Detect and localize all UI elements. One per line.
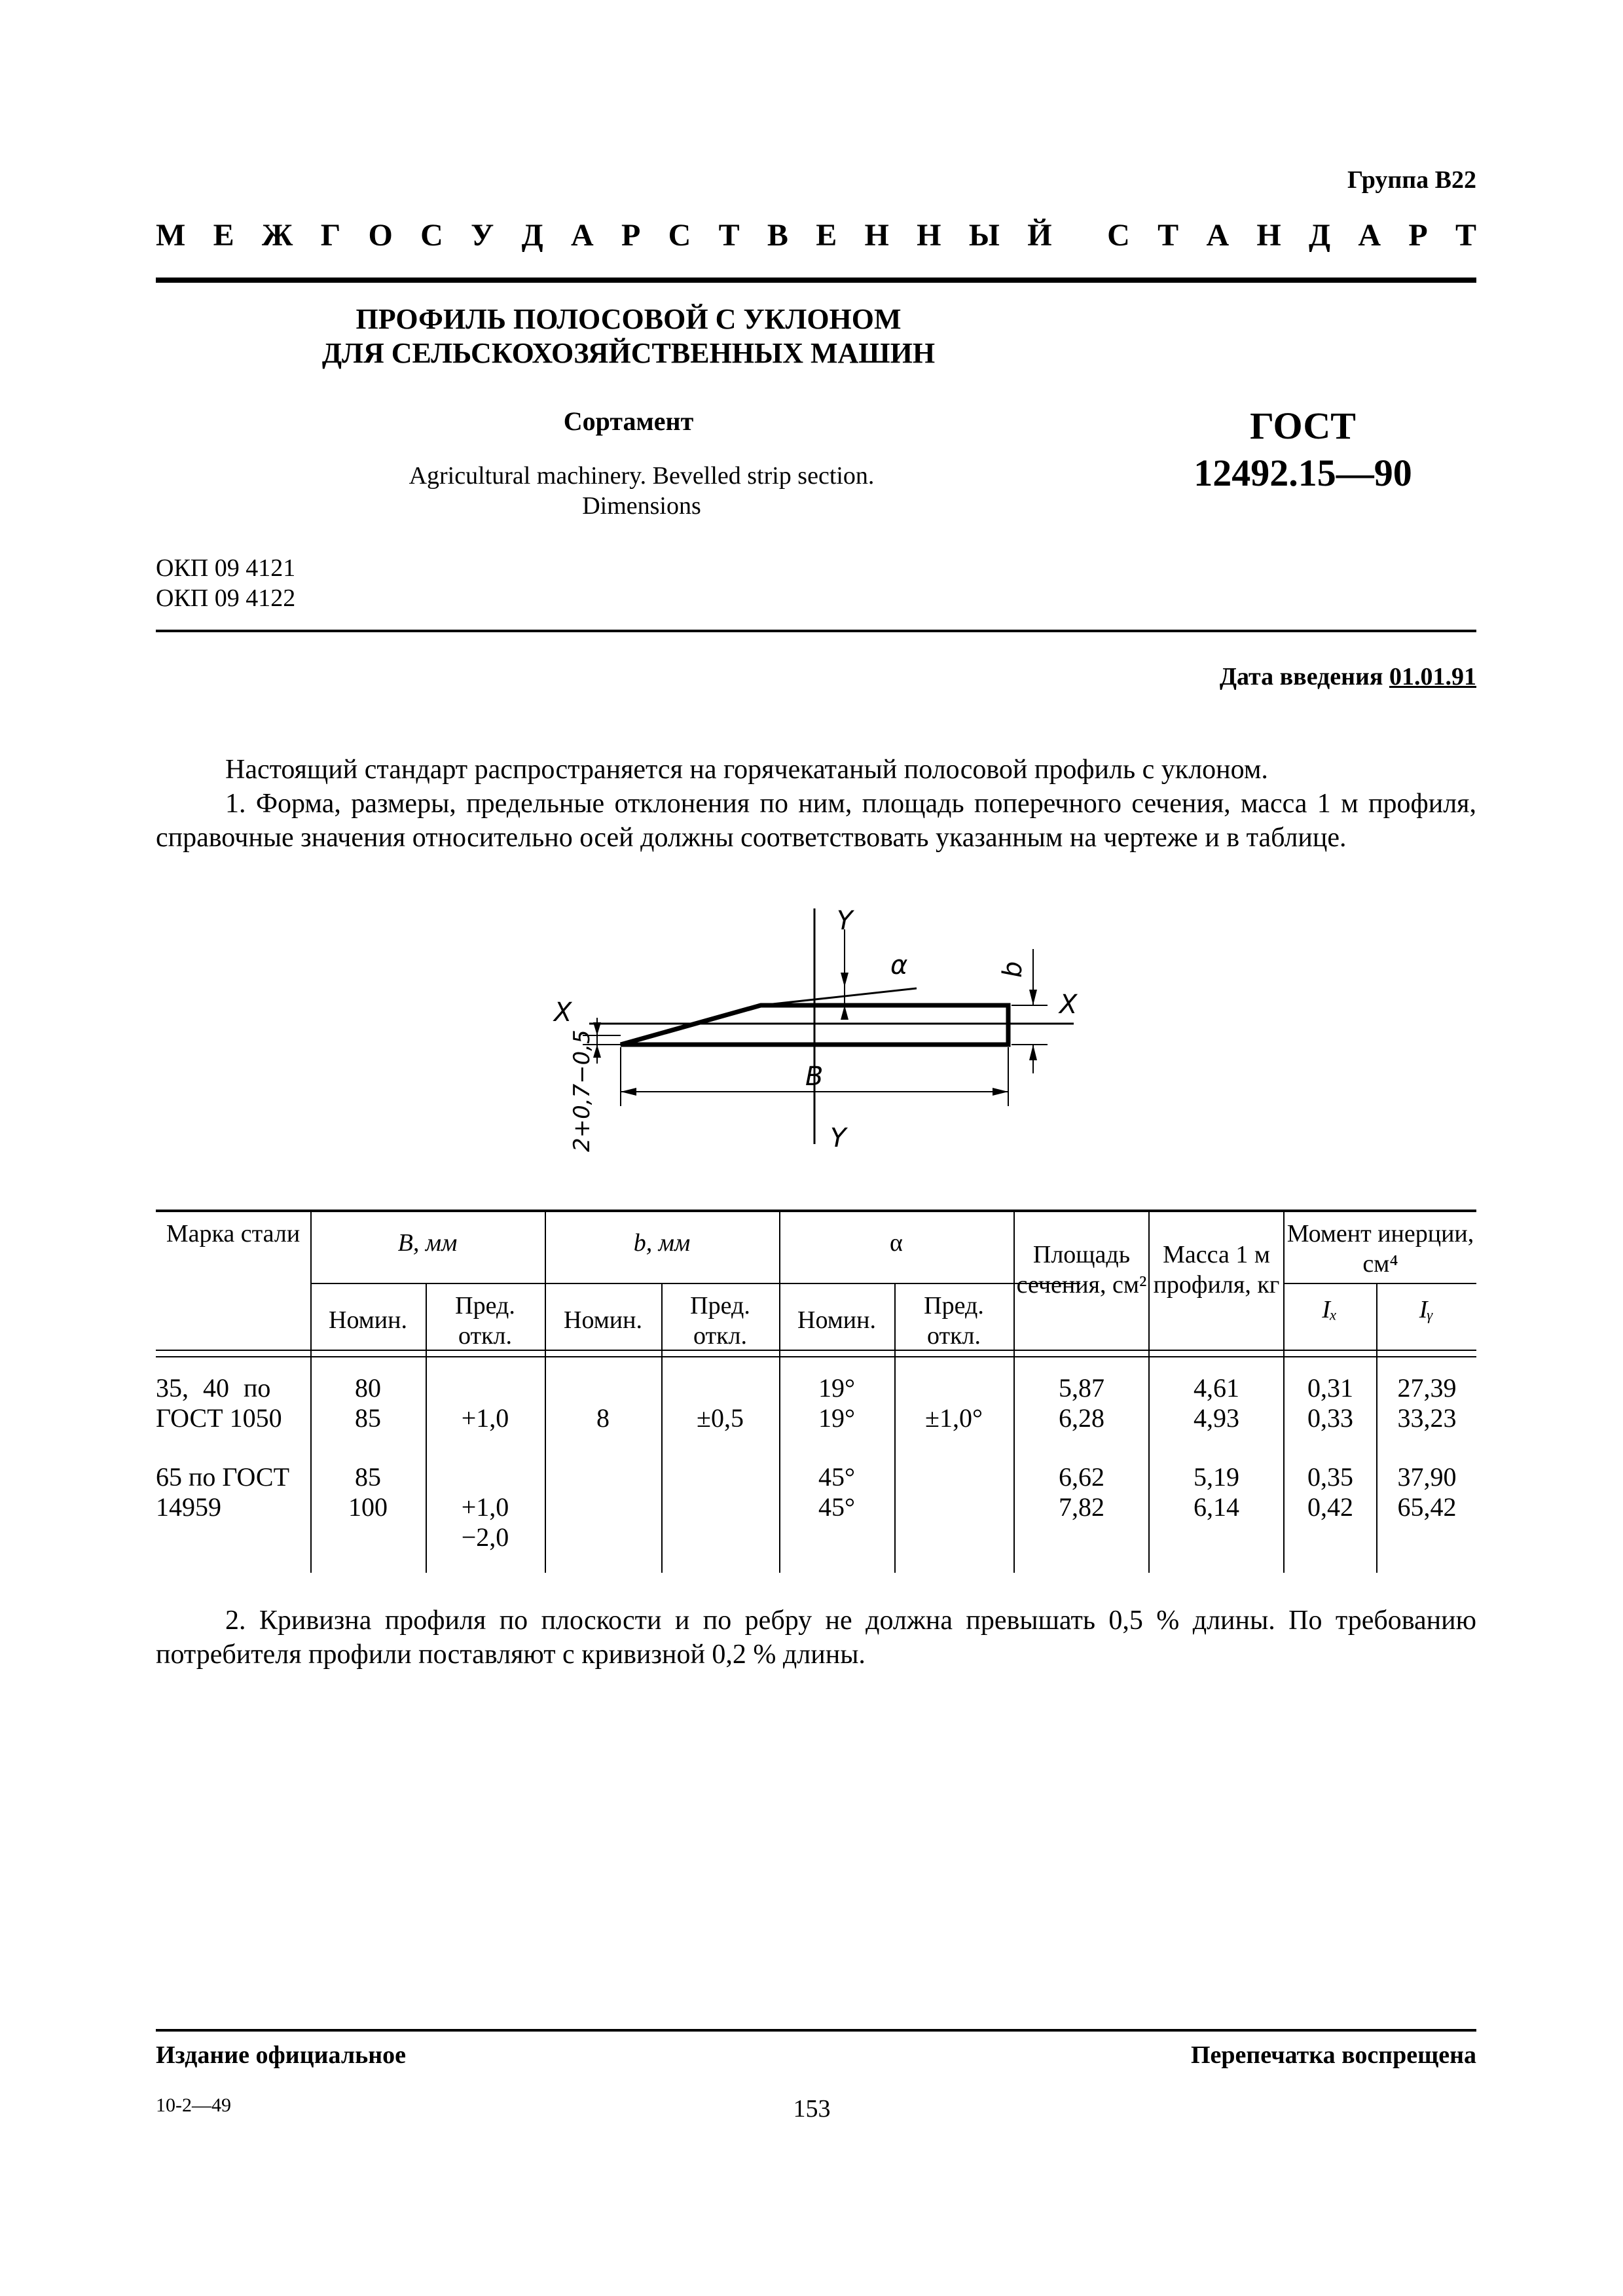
grade-2-line-2: 14959: [156, 1492, 221, 1522]
heading-letter: Т: [718, 218, 740, 253]
header-b-nom: Номин.: [564, 1306, 642, 1334]
table-moment-subheader-rule: [1283, 1283, 1476, 1284]
B-nom-row-2: 85: [355, 1403, 381, 1433]
page-number: 153: [793, 2095, 831, 2123]
B-dev-2-minus: −2,0: [461, 1522, 509, 1552]
b-arrow-bottom: [1029, 1045, 1037, 1060]
header-B-nom: Номин.: [329, 1306, 407, 1334]
B-arrow-left: [621, 1088, 636, 1096]
heading-letter: Т: [1455, 218, 1476, 253]
intro-date-value: 01.01.91: [1389, 663, 1476, 691]
heading-letter: Р: [1408, 218, 1428, 253]
ix-row-1: 0,31: [1307, 1373, 1353, 1403]
okp-code-1: ОКП 09 4121: [156, 554, 296, 582]
alpha-row-3: 45°: [818, 1462, 855, 1492]
footer-rule: [156, 2029, 1476, 2032]
footer-code: 10-2—49: [156, 2094, 231, 2116]
heading-letter: Ы: [968, 218, 1000, 253]
title-line-1: ПРОФИЛЬ ПОЛОСОВОЙ С УКЛОНОМ: [356, 303, 902, 335]
gost-label: ГОСТ: [1250, 404, 1356, 447]
grade-1-line-2: ГОСТ 1050: [156, 1403, 282, 1433]
heading-letter: Ж: [261, 218, 293, 253]
mass-row-2: 4,93: [1194, 1403, 1239, 1433]
heading-letter: О: [368, 218, 393, 253]
header-moment: Момент инерции, см⁴: [1286, 1220, 1474, 1278]
header-iy: Iᵧ: [1419, 1296, 1434, 1323]
grade-1-line-1: 35, 40 по: [156, 1373, 271, 1403]
x-axis-label-right: X: [1059, 990, 1078, 1020]
heading-letter: Д: [1309, 218, 1331, 253]
y-axis-label-top: Y: [837, 906, 853, 936]
heading-letter: С: [668, 218, 691, 253]
header-alpha-nom: Номин.: [797, 1306, 876, 1334]
heading-letter: В: [767, 218, 788, 253]
header-B: B, мм: [397, 1229, 458, 1257]
alpha-reference-line: [761, 988, 917, 1005]
footer-reprint-notice: Перепечатка воспрещена: [1190, 2041, 1476, 2069]
b-nom: 8: [596, 1403, 610, 1433]
heading-letter: М: [156, 218, 186, 253]
alpha-arrow-1: [841, 973, 848, 987]
heading-letter: Г: [320, 218, 341, 253]
heading-letter: Д: [521, 218, 543, 253]
grade-2-line-1: 65 по ГОСТ: [156, 1462, 290, 1492]
header-ix: Iₓ: [1322, 1296, 1338, 1323]
tolerance-label: 2+0,7−0,5: [569, 1030, 595, 1152]
area-row-3: 6,62: [1059, 1462, 1104, 1492]
mass-row-4: 6,14: [1194, 1492, 1239, 1522]
header-B-dev: Пред. откл.: [455, 1292, 515, 1350]
alpha-dev: ±1,0°: [925, 1403, 983, 1433]
header-alpha-dev: Пред. откл.: [924, 1292, 984, 1350]
y-axis-label-bottom: Y: [830, 1123, 847, 1153]
heading-letter: С: [420, 218, 443, 253]
B-nom-row-4: 100: [348, 1492, 388, 1522]
heading-letter: У: [471, 218, 494, 253]
paragraph-2: 2. Кривизна профиля по плоскости и по ребру не должна превышать 0,5 % длины. По требованию потребителя профили поставляют с кривизной 0,2 % длины.: [156, 1605, 1476, 1670]
B-dev-1: +1,0: [461, 1403, 509, 1433]
x-axis-label-left: X: [554, 997, 572, 1028]
ix-row-3: 0,35: [1307, 1462, 1353, 1492]
b-label: b: [998, 961, 1028, 978]
B-label: B: [805, 1062, 824, 1092]
heading-letter: Р: [621, 218, 641, 253]
b-dev: ±0,5: [697, 1403, 744, 1433]
gost-number: 12492.15—90: [1194, 452, 1412, 494]
alpha-row-2: 19°: [818, 1403, 855, 1433]
col-line: [545, 1210, 546, 1573]
paragraph-intro: Настоящий стандарт распространяется на горячекатаный полосовой профиль с уклоном.: [225, 755, 1268, 785]
alpha-row-1: 19°: [818, 1373, 855, 1403]
header-grade: Марка стали: [166, 1220, 301, 1247]
heading-letter: Т: [1158, 218, 1179, 253]
heading-letter: А: [1206, 218, 1230, 253]
header-b: b, мм: [633, 1229, 691, 1257]
heading-letter: Н: [917, 218, 941, 253]
alpha-row-4: 45°: [818, 1492, 855, 1522]
intro-date-label: Дата введения: [1219, 663, 1383, 691]
header-mass: Масса 1 м профиля, кг: [1153, 1241, 1280, 1299]
group-code: Группа В22: [1347, 166, 1476, 194]
B-arrow-right: [993, 1088, 1008, 1096]
header-alpha: α: [890, 1229, 903, 1257]
heading-letter: Й: [1027, 218, 1052, 253]
heading-letter: Н: [864, 218, 889, 253]
english-line-2: Dimensions: [582, 492, 701, 520]
table-header-rule-1: [156, 1350, 1476, 1351]
heading-letter: Е: [213, 218, 234, 253]
english-line-1: Agricultural machinery. Bevelled strip section.: [409, 462, 875, 490]
heading-letter: А: [571, 218, 594, 253]
okp-code-2: ОКП 09 4122: [156, 584, 296, 612]
dimensions-table: [156, 1210, 1476, 1573]
heading-letter: С: [1107, 218, 1130, 253]
heading-letter: А: [1358, 218, 1381, 253]
mass-row-1: 4,61: [1194, 1373, 1239, 1403]
area-row-4: 7,82: [1059, 1492, 1104, 1522]
iy-row-3: 37,90: [1397, 1462, 1457, 1492]
b-arrow-top: [1029, 990, 1037, 1005]
mass-row-3: 5,19: [1194, 1462, 1239, 1492]
B-nom-row-1: 80: [355, 1373, 381, 1403]
B-dev-2-plus: +1,0: [461, 1492, 509, 1522]
document-subtitle: Сортамент: [563, 406, 694, 436]
header-area: Площадь сечения, см²: [1016, 1241, 1147, 1299]
heading-letter: Е: [816, 218, 837, 253]
ix-row-4: 0,42: [1307, 1492, 1353, 1522]
heading-letter: Н: [1256, 218, 1281, 253]
iy-row-1: 27,39: [1397, 1373, 1457, 1403]
title-line-2: ДЛЯ СЕЛЬСКОХОЗЯЙСТВЕННЫХ МАШИН: [321, 337, 936, 369]
iy-row-2: 33,23: [1397, 1403, 1457, 1433]
alpha-label: α: [890, 950, 908, 980]
ix-row-2: 0,33: [1307, 1403, 1353, 1433]
table-top-rule: [156, 1210, 1476, 1212]
table-header-rule-2: [156, 1356, 1476, 1357]
area-row-1: 5,87: [1059, 1373, 1104, 1403]
header-b-dev: Пред. откл.: [690, 1292, 750, 1350]
B-nom-row-3: 85: [355, 1462, 381, 1492]
paragraph-1: 1. Форма, размеры, предельные отклонения по ним, площадь поперечного сечения, масса 1 м профиля, справочные значения относительно осей должны соответствовать указанным на чертеже и в таблице.: [156, 789, 1476, 853]
area-row-2: 6,28: [1059, 1403, 1104, 1433]
iy-row-4: 65,42: [1397, 1492, 1457, 1522]
footer-edition: Издание официальное: [156, 2041, 407, 2069]
